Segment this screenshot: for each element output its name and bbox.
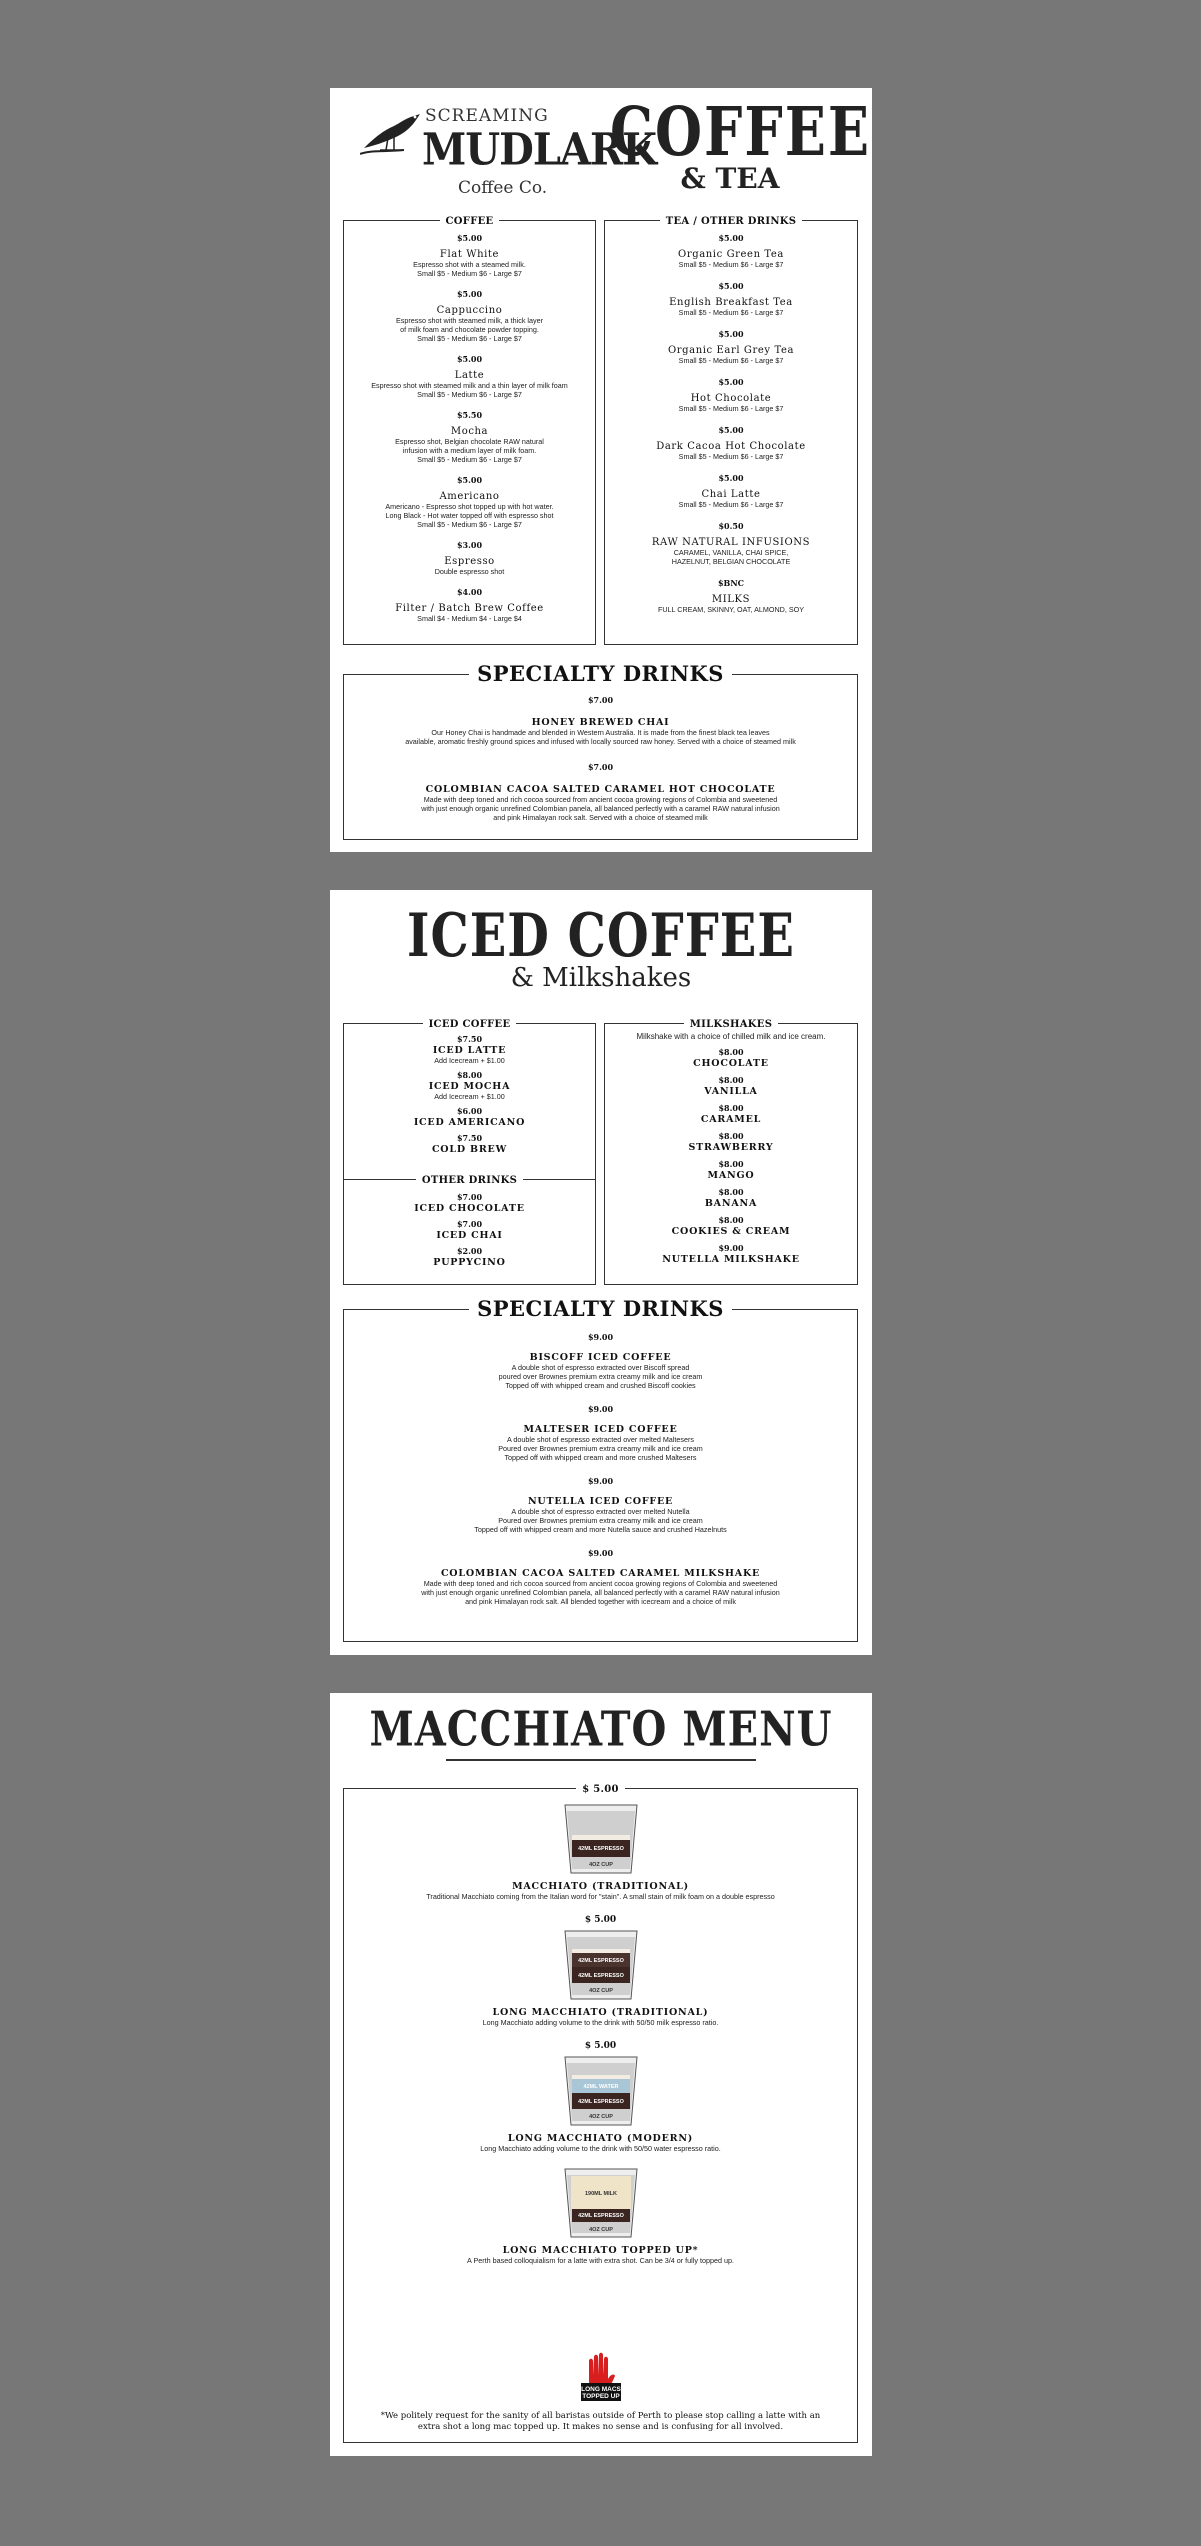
cup-label: 42ML ESPRESSO [577, 1958, 624, 1964]
mudlark-logo [360, 100, 657, 210]
macchiato-item [344, 1915, 857, 2027]
menu-item [605, 473, 857, 509]
item-description: Topped off with whipped cream and more crushed Maltesers [504, 1453, 697, 1462]
item-name: Hot Chocolate [690, 393, 772, 404]
title-iced-coffee: ICED COFFEE [407, 901, 795, 971]
logo-screaming-text: SCREAMING [425, 106, 549, 126]
title-tea: & TEA [680, 162, 780, 195]
item-description: Small $5 - Medium $6 - Large $7 [678, 500, 784, 509]
item-price: $5.00 [718, 425, 744, 435]
item-name: Americano [439, 491, 500, 502]
item-description: Americano - Espresso shot topped up with hot water. [385, 502, 554, 511]
item-name: Espresso [444, 556, 495, 567]
menu-item [605, 425, 857, 461]
mudlark-bird-icon [360, 104, 430, 164]
menu-item [344, 1219, 595, 1241]
no-long-macs-hand-icon [579, 2351, 623, 2403]
macchiato-item-list [344, 1795, 857, 2279]
item-description: A double shot of espresso extracted over Biscoff spread [511, 1363, 690, 1372]
tea-section-heading: TEA / OTHER DRINKS [660, 216, 803, 227]
menu-item [344, 1476, 857, 1534]
cup-label: 42ML ESPRESSO [577, 1846, 624, 1852]
specialty-item-list-2 [344, 1332, 857, 1620]
footnote-line2: extra shot a long mac topped up. It makes no sense and is confusing for all involved. [417, 2422, 784, 2432]
menu-item [344, 354, 595, 399]
item-description: A Perth based colloquialism for a latte with extra shot. Can be 3/4 or fully topped up. [467, 2256, 734, 2265]
item-description: Espresso shot with a steamed milk. [413, 260, 526, 269]
item-name: COLOMBIAN CACOA SALTED CARAMEL HOT CHOCOLATE [425, 784, 776, 795]
item-price: $9.00 [587, 1332, 614, 1342]
item-name: Mocha [450, 426, 489, 437]
item-description: Made with deep toned and rich cocoa sourced from ancient cocoa growing regions of Colombia and sweetened [423, 1579, 778, 1588]
item-name: ICED AMERICANO [413, 1117, 526, 1128]
item-description: Made with deep toned and rich cocoa sourced from ancient cocoa growing regions of Colombia and sweetened [423, 795, 778, 804]
cup-label: 42ML WATER [583, 2084, 618, 2090]
item-name: MALTESER ICED COFFEE [523, 1424, 678, 1435]
menu-item [344, 1034, 595, 1065]
item-description: HAZELNUT, BELGIAN CHOCOLATE [671, 557, 791, 566]
item-name: ICED MOCHA [428, 1081, 511, 1092]
menu-item [344, 1070, 595, 1101]
item-description: Our Honey Chai is handmade and blended in Western Australia. It is made from the finest black tea leaves [431, 728, 770, 737]
item-description: and pink Himalayan rock salt. All blended together with icecream and a choice of milk [465, 1597, 736, 1606]
coffee-section [343, 216, 596, 645]
menu-item [605, 1215, 857, 1237]
item-description: A double shot of espresso extracted over melted Maltesers [507, 1435, 694, 1444]
item-description: poured over Brownes premium extra creamy milk and ice cream [498, 1372, 703, 1381]
cup-illustration [561, 2055, 641, 2127]
menu-item [605, 1047, 857, 1069]
item-name: Chai Latte [701, 489, 761, 500]
other-drinks-item-list [344, 1192, 595, 1273]
item-price: $7.00 [587, 762, 614, 772]
item-name: COLOMBIAN CACOA SALTED CARAMEL MILKSHAKE [440, 1568, 761, 1579]
item-name: Dark Cacoa Hot Chocolate [656, 441, 806, 452]
macchiato-item [344, 1795, 857, 1901]
menu-item [605, 1103, 857, 1125]
item-name: LONG MACCHIATO (TRADITIONAL) [492, 2007, 709, 2018]
menu-item [344, 540, 595, 576]
item-name: ICED LATTE [432, 1045, 507, 1056]
item-description: Add Icecream + $1.00 [434, 1092, 505, 1101]
item-price: $9.00 [587, 1476, 614, 1486]
item-description: Small $5 - Medium $6 - Large $7 [678, 356, 784, 365]
macchiato-section [343, 1784, 858, 2443]
menu-item [344, 233, 595, 278]
item-name: COOKIES & CREAM [671, 1226, 791, 1237]
cup-label: 42ML ESPRESSO [577, 1973, 624, 1979]
item-price: $7.50 [456, 1133, 483, 1143]
item-description: Long Black - Hot water topped off with espresso shot [385, 511, 554, 520]
cup-label: 42ML ESPRESSO [577, 2099, 624, 2105]
item-price: $0.50 [718, 521, 744, 531]
item-price: $5.00 [456, 475, 483, 485]
item-price: $7.00 [456, 1192, 483, 1202]
cup-icon [561, 2167, 641, 2239]
item-name: CARAMEL [700, 1114, 762, 1125]
item-description: with just enough organic unrefined Colombian panela, all balanced perfectly with a caramel RAW natural infusion [421, 1588, 780, 1597]
item-name: Filter / Batch Brew Coffee [395, 603, 544, 614]
item-name: COLD BREW [431, 1144, 508, 1155]
item-description: Topped off with whipped cream and crushed Biscoff cookies [505, 1381, 696, 1390]
menu-item [344, 289, 595, 343]
menu-item [605, 1075, 857, 1097]
macchiato-first-price: $ 5.00 [576, 1784, 625, 1795]
item-description: A double shot of espresso extracted over melted Nutella [511, 1507, 690, 1516]
item-name: Latte [454, 370, 485, 381]
item-name: STRAWBERRY [688, 1142, 774, 1153]
item-description: Espresso shot, Belgian chocolate RAW natural [395, 437, 544, 446]
milkshakes-item-list [605, 1032, 857, 1271]
title-coffee: COFFEE [610, 91, 872, 171]
item-price: $7.50 [456, 1034, 483, 1044]
item-name: Organic Earl Grey Tea [667, 345, 795, 356]
iced-coffee-item-list [344, 1034, 595, 1160]
item-name: PUPPYCINO [433, 1257, 506, 1268]
item-price: $3.00 [456, 540, 483, 550]
item-description: with just enough organic unrefined Colombian panela, all balanced perfectly with a caramel RAW natural infusion [421, 804, 780, 813]
menu-item [344, 1332, 857, 1390]
menu-item [605, 1187, 857, 1209]
item-description: FULL CREAM, SKINNY, OAT, ALMOND, SOY [657, 605, 805, 614]
item-description: available, aromatic freshly ground spices and infused with locally sourced raw honey. Served with a choice of steamed milk [405, 737, 796, 746]
item-name: CHOCOLATE [693, 1058, 769, 1069]
item-price: $5.00 [456, 289, 483, 299]
cup-illustration [561, 1803, 641, 1875]
menu-page-coffee-tea [330, 88, 872, 852]
item-description: Traditional Macchiato coming from the Italian word for "stain". A small stain of milk foam on a double espresso [426, 1892, 775, 1901]
menu-item [344, 695, 857, 746]
item-price: $ 5.00 [584, 1915, 617, 1925]
specialty-drinks-section-2 [343, 1296, 858, 1642]
menu-page-macchiato [330, 1693, 872, 2456]
item-name: ICED CHOCOLATE [414, 1203, 525, 1214]
other-drinks-divider [344, 1175, 595, 1268]
menu-item [605, 521, 857, 566]
item-description: Long Macchiato adding volume to the drink with 50/50 milk espresso ratio. [482, 2018, 719, 2027]
tea-section [604, 216, 858, 645]
item-name: ICED CHAI [436, 1230, 503, 1241]
menu-item [605, 1159, 857, 1181]
item-description: Double espresso shot [434, 567, 505, 576]
menu-item [344, 475, 595, 529]
item-name: English Breakfast Tea [669, 297, 793, 308]
macchiato-item [344, 2041, 857, 2153]
milk-foam [572, 2075, 630, 2079]
cup-label: 42ML ESPRESSO [577, 2213, 624, 2219]
menu-item [605, 578, 857, 614]
item-price: $5.00 [718, 329, 744, 339]
menu-item [344, 1192, 595, 1214]
cup-label: 190ML MILK [584, 2191, 617, 2197]
menu-item [344, 587, 595, 623]
coffee-section-heading: COFFEE [440, 216, 500, 227]
item-price: $6.00 [456, 1106, 483, 1116]
item-name: NUTELLA MILKSHAKE [662, 1254, 800, 1265]
item-description: Small $5 - Medium $6 - Large $7 [417, 269, 522, 278]
logo-coffee-co-text: Coffee Co. [458, 178, 548, 198]
item-price: $9.00 [587, 1548, 614, 1558]
item-description: infusion with a medium layer of milk foam. [402, 446, 537, 455]
milk-foam [572, 1835, 630, 1840]
long-macs-badge [344, 2351, 857, 2408]
item-price: $5.00 [456, 233, 483, 243]
menu-page-iced-coffee [330, 890, 872, 1655]
iced-coffee-section [343, 1019, 596, 1285]
specialty-drinks-section [343, 661, 858, 840]
item-price: $8.00 [718, 1215, 744, 1225]
item-name: Organic Green Tea [678, 249, 784, 260]
item-description: Small $5 - Medium $6 - Large $7 [417, 334, 522, 343]
item-name: BANANA [704, 1198, 758, 1209]
item-price: $9.00 [587, 1404, 614, 1414]
other-drinks-heading: OTHER DRINKS [416, 1175, 523, 1186]
badge-line2: TOPPED UP [581, 2393, 620, 2400]
menu-item [344, 1246, 595, 1268]
item-price: $5.00 [456, 354, 483, 364]
menu-item [605, 377, 857, 413]
cup-label: 4OZ CUP [588, 1862, 613, 1868]
tea-item-list [605, 233, 857, 626]
item-price: $8.00 [718, 1103, 744, 1113]
footnote [344, 2411, 857, 2433]
item-description: Small $5 - Medium $6 - Large $7 [417, 520, 522, 529]
iced-coffee-heading: ICED COFFEE [423, 1019, 517, 1030]
menu-item [344, 1404, 857, 1462]
menu-item [605, 329, 857, 365]
item-price: $7.00 [456, 1219, 483, 1229]
item-price: $8.00 [456, 1070, 483, 1080]
cup-illustration [561, 1929, 641, 2001]
page-title-coffee-tea [610, 91, 872, 195]
item-description: Topped off with whipped cream and more Nutella sauce and crushed Hazelnuts [474, 1525, 727, 1534]
cup-label: 4OZ CUP [588, 2114, 613, 2120]
item-description: Small $4 - Medium $4 - Large $4 [417, 614, 522, 623]
milkshakes-intro: Milkshake with a choice of chilled milk and ice cream. [636, 1032, 826, 1041]
cup-label: 4OZ CUP [588, 1988, 613, 1994]
logo-mudlark-text: MUDLARK [422, 123, 657, 176]
item-description: Small $5 - Medium $6 - Large $7 [678, 404, 784, 413]
item-description: Poured over Brownes premium extra creamy milk and ice cream [498, 1516, 703, 1525]
menu-item [605, 1131, 857, 1153]
item-name: HONEY BREWED CHAI [531, 717, 670, 728]
cup-icon [561, 1803, 641, 1875]
badge-line1: LONG MACS [580, 2386, 621, 2393]
item-price: $2.00 [456, 1246, 483, 1256]
item-name: VANILLA [704, 1086, 758, 1097]
milkshakes-section [604, 1019, 858, 1285]
item-price: $8.00 [718, 1047, 744, 1057]
item-name: RAW NATURAL INFUSIONS [651, 537, 811, 548]
menu-item [605, 233, 857, 269]
item-description: Small $5 - Medium $6 - Large $7 [417, 390, 522, 399]
item-description: Small $5 - Medium $6 - Large $7 [678, 452, 784, 461]
item-description: Poured over Brownes premium extra creamy milk and ice cream [498, 1444, 703, 1453]
item-name: MANGO [707, 1170, 755, 1181]
item-description: Small $5 - Medium $6 - Large $7 [678, 308, 784, 317]
item-description: of milk foam and chocolate powder topping. [400, 325, 539, 334]
milkshakes-heading: MILKSHAKES [684, 1019, 778, 1030]
item-description: Espresso shot with steamed milk and a thin layer of milk foam [371, 381, 568, 390]
item-price: $5.00 [718, 233, 744, 243]
item-price: $9.00 [718, 1243, 744, 1253]
menu-item [344, 1548, 857, 1606]
milk-foam [572, 1949, 630, 1953]
item-name: Flat White [439, 249, 500, 260]
page-title-macchiato [330, 1701, 872, 1761]
item-price: $5.00 [718, 377, 744, 387]
item-description: Small $5 - Medium $6 - Large $7 [678, 260, 784, 269]
item-price: $8.00 [718, 1187, 744, 1197]
item-name: NUTELLA ICED COFFEE [527, 1496, 674, 1507]
item-name: MILKS [711, 594, 751, 605]
item-price: $ 5.00 [584, 2041, 617, 2051]
title-macchiato-menu: MACCHIATO MENU [369, 1701, 833, 1758]
item-description: Long Macchiato adding volume to the drink with 50/50 water espresso ratio. [480, 2144, 721, 2153]
title-milkshakes: & Milkshakes [510, 963, 692, 993]
page-title-iced-coffee [330, 901, 872, 993]
item-price: $5.00 [718, 473, 744, 483]
item-price: $5.50 [456, 410, 483, 420]
item-name: MACCHIATO (TRADITIONAL) [512, 1881, 689, 1892]
item-price: $4.00 [456, 587, 483, 597]
menu-item [344, 762, 857, 822]
specialty-heading-2: SPECIALTY DRINKS [469, 1296, 732, 1321]
macchiato-item [344, 2167, 857, 2265]
item-price: $7.00 [587, 695, 614, 705]
item-description: and pink Himalayan rock salt. Served with a choice of steamed milk [493, 813, 708, 822]
item-price: $8.00 [718, 1075, 744, 1085]
item-name: LONG MACCHIATO (MODERN) [507, 2133, 694, 2144]
item-name: BISCOFF ICED COFFEE [529, 1352, 672, 1363]
cup-icon [561, 2055, 641, 2127]
title-underline [446, 1759, 756, 1761]
item-price: $8.00 [718, 1131, 744, 1141]
item-description: Small $5 - Medium $6 - Large $7 [417, 455, 522, 464]
specialty-heading: SPECIALTY DRINKS [469, 661, 732, 686]
menu-item [344, 410, 595, 464]
menu-item [344, 1106, 595, 1128]
cup-illustration [561, 2167, 641, 2239]
item-price: $BNC [717, 578, 744, 588]
item-price: $8.00 [718, 1159, 744, 1169]
specialty-item-list [344, 695, 857, 838]
footnote-line1: *We politely request for the sanity of all baristas outside of Perth to please stop calling a latte with an [380, 2411, 821, 2421]
item-name: Cappuccino [436, 305, 503, 316]
item-description: Add Icecream + $1.00 [434, 1056, 505, 1065]
menu-item [344, 1133, 595, 1155]
item-description: CARAMEL, VANILLA, CHAI SPICE, [673, 548, 789, 557]
menu-item [605, 1243, 857, 1265]
cup-label: 4OZ CUP [588, 2227, 613, 2233]
cup-icon [561, 1929, 641, 2001]
item-price: $5.00 [718, 281, 744, 291]
coffee-item-list [344, 233, 595, 634]
item-description: Espresso shot with steamed milk, a thick layer [396, 316, 543, 325]
menu-item [605, 281, 857, 317]
item-name: LONG MACCHIATO TOPPED UP* [502, 2245, 699, 2256]
